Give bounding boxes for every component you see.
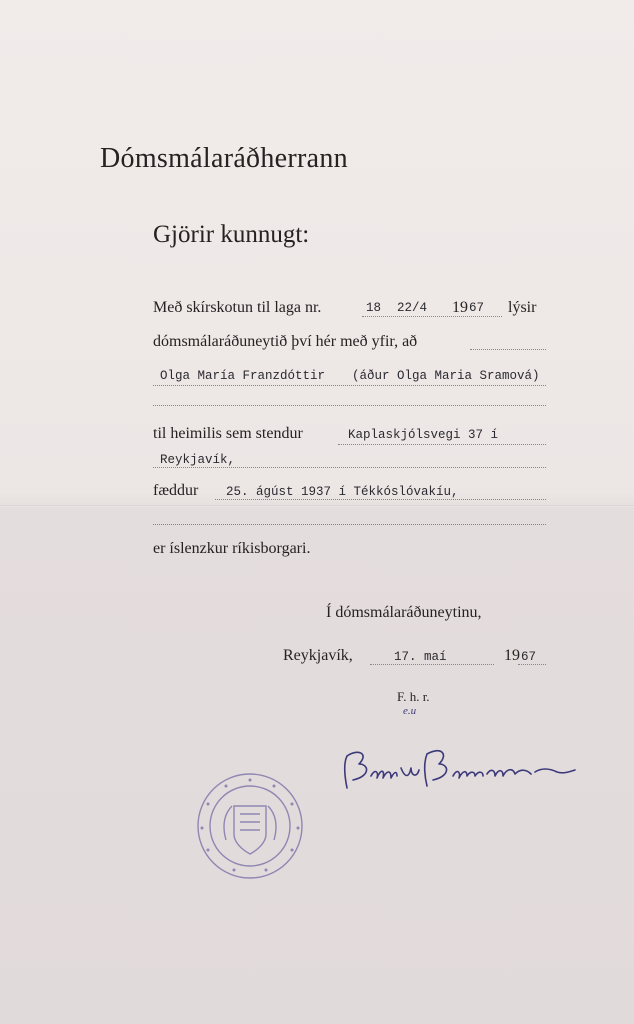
fhr-label: F. h. r. xyxy=(397,689,430,704)
law-date: 22/4 xyxy=(397,301,428,315)
sign-year-prefix: 19 xyxy=(504,647,520,664)
sign-date: 17. maí xyxy=(394,650,447,664)
paper-fold xyxy=(0,505,634,507)
document-title: Dómsmálaráðherrann xyxy=(100,143,348,174)
law-year-suffix: 67 xyxy=(469,301,485,315)
name-dotted-line-2 xyxy=(153,405,546,406)
former-name: (áður Olga Maria Sramová) xyxy=(352,369,540,383)
address-dotted-line xyxy=(338,444,546,445)
law-year-prefix: 19 xyxy=(452,299,468,316)
person-name: Olga María Franzdóttir xyxy=(160,369,326,383)
born-value: 25. ágúst 1937 í Tékkóslóvakíu, xyxy=(226,485,459,499)
declaration-dotted-line xyxy=(470,349,546,350)
place: Reykjavík, xyxy=(283,647,353,664)
signature-image xyxy=(335,738,585,793)
official-seal xyxy=(194,770,306,882)
ministry-line: Í dómsmálaráðuneytinu, xyxy=(326,604,482,621)
law-prefix: Með skírskotun til laga nr. xyxy=(153,299,322,316)
date-dotted-line xyxy=(370,664,494,665)
document-subtitle: Gjörir kunnugt: xyxy=(153,221,310,248)
citizenship-line: er íslenzkur ríkisborgari. xyxy=(153,540,311,557)
law-suffix: lýsir xyxy=(508,299,537,316)
name-dotted-line xyxy=(153,385,546,386)
sign-year-suffix: 67 xyxy=(521,650,537,664)
law-number: 18 xyxy=(366,301,382,315)
born-dotted-line-2 xyxy=(153,524,546,525)
born-label: fæddur xyxy=(153,482,199,499)
born-dotted-line xyxy=(215,499,546,500)
law-dotted-line xyxy=(362,316,502,317)
address-value-line1: Kaplaskjólsvegi 37 í xyxy=(348,428,499,442)
address-value-line2: Reykjavík, xyxy=(160,453,236,467)
initials: e.u xyxy=(403,705,417,717)
declaration-line: dómsmálaráðuneytið því hér með yfir, að xyxy=(153,333,418,350)
year-dotted-line xyxy=(518,664,546,665)
address-dotted-line-2 xyxy=(153,467,546,468)
address-label: til heimilis sem stendur xyxy=(153,425,303,442)
